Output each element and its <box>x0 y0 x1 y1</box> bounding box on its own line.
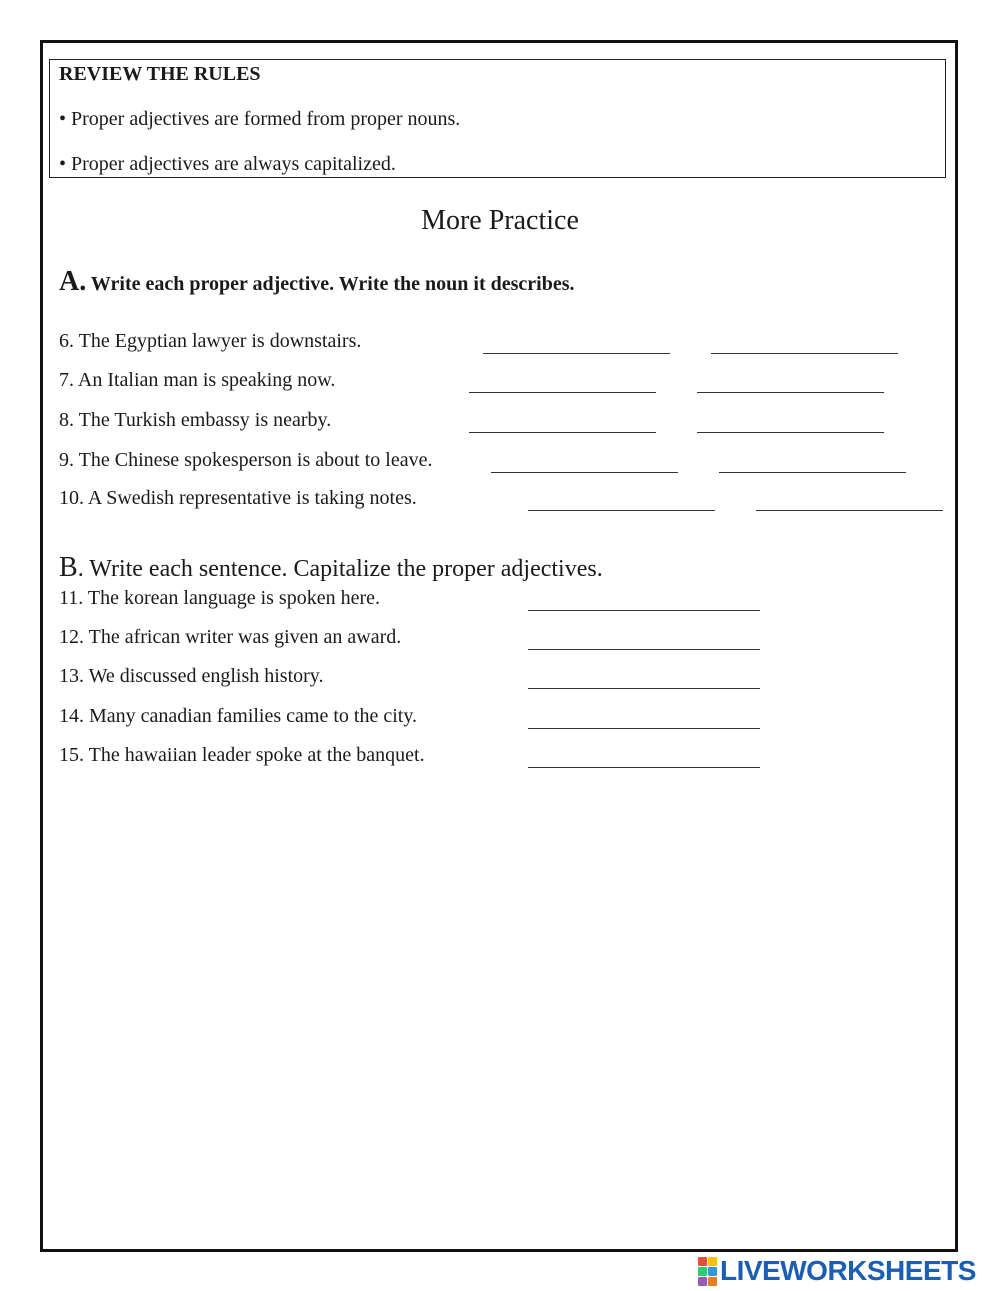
question-7: 7. An Italian man is speaking now. <box>59 369 336 391</box>
answer-7-adjective[interactable] <box>469 372 656 393</box>
logo-text: LIVEWORKSHEETS <box>720 1255 976 1286</box>
question-9: 9. The Chinese spokesperson is about to leave. <box>59 449 433 471</box>
question-10: 10. A Swedish representative is taking notes. <box>59 487 417 509</box>
section-b-instruction <box>59 552 603 584</box>
question-15: 15. The hawaiian leader spoke at the banquet. <box>59 744 425 766</box>
section-a-instruction <box>59 266 575 298</box>
question-11: 11. The korean language is spoken here. <box>59 587 381 609</box>
question-14: 14. Many canadian families came to the city. <box>59 705 418 727</box>
rules-title: REVIEW THE RULES <box>59 63 261 85</box>
rule-line: • Proper adjectives are always capitalized. <box>59 153 396 175</box>
answer-9-adjective[interactable] <box>491 452 678 473</box>
answer-15[interactable] <box>528 747 760 768</box>
liveworksheets-logo-icon <box>698 1257 717 1286</box>
answer-8-noun[interactable] <box>697 412 884 433</box>
answer-11[interactable] <box>528 590 760 611</box>
question-6: 6. The Egyptian lawyer is downstairs. <box>59 330 362 352</box>
section-a-text: Write each proper adjective. Write the noun it describes. <box>90 273 575 295</box>
rule-line: • Proper adjectives are formed from proper nouns. <box>59 108 461 130</box>
answer-9-noun[interactable] <box>719 452 906 473</box>
liveworksheets-logo[interactable] <box>698 1256 976 1286</box>
question-13: 13. We discussed english history. <box>59 665 324 687</box>
answer-13[interactable] <box>528 668 760 689</box>
answer-10-noun[interactable] <box>756 490 943 511</box>
answer-6-adjective[interactable] <box>483 333 670 354</box>
answer-8-adjective[interactable] <box>469 412 656 433</box>
answer-14[interactable] <box>528 708 760 729</box>
page-title: More Practice <box>421 205 579 236</box>
section-b-letter: B <box>59 552 78 583</box>
answer-6-noun[interactable] <box>711 333 898 354</box>
answer-12[interactable] <box>528 629 760 650</box>
section-b-text: . Write each sentence. Capitalize the proper adjectives. <box>77 556 603 582</box>
question-8: 8. The Turkish embassy is nearby. <box>59 409 332 431</box>
answer-7-noun[interactable] <box>697 372 884 393</box>
answer-10-adjective[interactable] <box>528 490 715 511</box>
question-12: 12. The african writer was given an award. <box>59 626 402 648</box>
section-a-letter: A. <box>59 266 87 297</box>
